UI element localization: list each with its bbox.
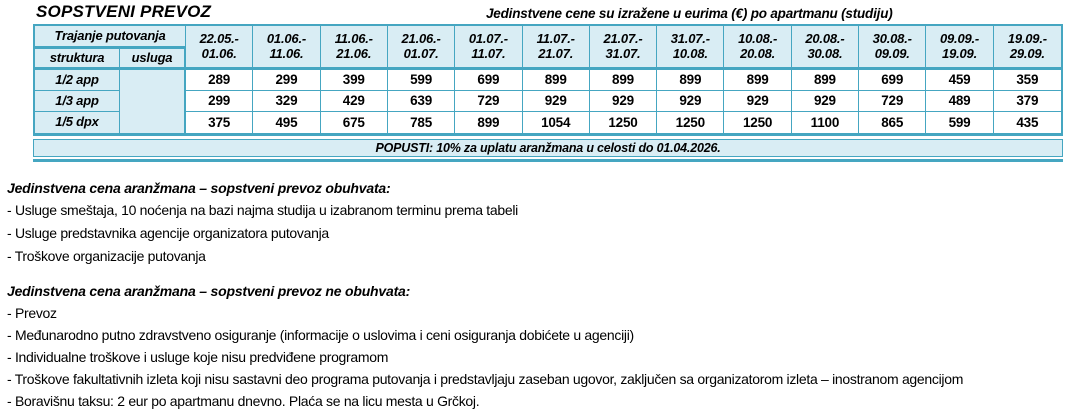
table-bottom-rule	[33, 159, 1063, 162]
price-cell: 495	[253, 112, 320, 133]
price-cell: 865	[859, 112, 926, 133]
period-from: 19.09.-	[1007, 30, 1047, 46]
price-cell: 329	[253, 91, 320, 112]
price-cell: 929	[792, 91, 859, 112]
period-to: 31.07.	[605, 45, 641, 61]
period-from: 31.07.-	[670, 30, 710, 46]
price-cell: 899	[523, 70, 590, 91]
price-cell: 929	[657, 91, 724, 112]
service-empty-cell	[120, 70, 186, 133]
period-to: 21.06.	[336, 45, 372, 61]
row-label-cell: 1/5 dpx	[35, 112, 120, 133]
price-table	[33, 24, 1063, 162]
price-cell: 785	[388, 112, 455, 133]
price-cell: 1250	[657, 112, 724, 133]
price-cell: 399	[321, 70, 388, 91]
price-cell: 899	[590, 70, 657, 91]
price-cell: 599	[926, 112, 993, 133]
period-header-cell	[455, 26, 522, 70]
price-cell: 929	[590, 91, 657, 112]
price-cell: 299	[253, 70, 320, 91]
period-from: 22.05.-	[199, 30, 239, 46]
discount-note: POPUSTI: 10% za uplatu aranžmana u celosti do 01.04.2026.	[375, 141, 721, 155]
price-cell: 675	[321, 112, 388, 133]
note-line: - Međunarodno putno zdravstveno osiguranje (informacije o uslovima i ceni osiguranja dobićete u agenciji)	[7, 327, 634, 343]
period-header-cell	[321, 26, 388, 70]
period-header-cell	[724, 26, 791, 70]
price-cell: 729	[859, 91, 926, 112]
period-header-cell	[590, 26, 657, 70]
price-cell: 899	[657, 70, 724, 91]
row-label-cell: 1/3 app	[35, 91, 120, 112]
excludes-heading: Jedinstvena cena aranžmana – sopstveni prevoz ne obuhvata:	[7, 283, 411, 299]
service-header-cell: usluga	[120, 49, 186, 70]
price-cell: 899	[455, 112, 522, 133]
price-cell: 929	[724, 91, 791, 112]
period-header-cell	[657, 26, 724, 70]
period-from: 01.07.-	[468, 30, 508, 46]
note-line: - Boravišnu taksu: 2 eur po apartmanu dnevno. Plaća se na licu mesta u Grčkoj.	[7, 393, 480, 409]
price-cell: 459	[926, 70, 993, 91]
price-cell: 435	[994, 112, 1061, 133]
period-to: 10.08.	[672, 45, 708, 61]
price-cell: 699	[455, 70, 522, 91]
structure-header-cell: struktura	[35, 49, 120, 70]
period-header-cell	[523, 26, 590, 70]
price-cell: 1250	[590, 112, 657, 133]
period-from: 30.08.-	[872, 30, 912, 46]
price-cell: 899	[792, 70, 859, 91]
price-cell: 489	[926, 91, 993, 112]
price-cell: 729	[455, 91, 522, 112]
period-header-cell	[792, 26, 859, 70]
price-cell: 375	[186, 112, 253, 133]
period-to: 29.09.	[1009, 45, 1045, 61]
note-line: - Troškove fakultativnih izleta koji nisu sastavni deo programa putovanja i predstavljaju zaseban ugovor, zaključen sa organizatorom izleta – inostranom agencijom	[7, 371, 964, 387]
duration-header-cell: Trajanje putovanja	[35, 26, 186, 49]
period-header-cell	[926, 26, 993, 70]
price-cell: 1250	[724, 112, 791, 133]
page-title: SOPSTVENI PREVOZ	[36, 2, 212, 21]
period-to: 30.08.	[807, 45, 843, 61]
note-line: - Individualne troškove i usluge koje nisu predviđene programom	[7, 349, 389, 365]
price-cell: 1100	[792, 112, 859, 133]
period-to: 11.07.	[471, 45, 506, 61]
price-cell: 639	[388, 91, 455, 112]
period-from: 09.09.-	[939, 30, 980, 46]
period-header-cell	[186, 26, 253, 70]
period-header-cell	[994, 26, 1061, 70]
excludes-section	[7, 280, 1077, 409]
period-to: 09.09.	[874, 45, 910, 61]
includes-section	[7, 177, 1077, 268]
price-cell: 359	[994, 70, 1061, 91]
period-from: 21.06.-	[401, 30, 441, 46]
period-to: 20.08.	[740, 45, 776, 61]
note-line: - Usluge smeštaja, 10 noćenja na bazi najma studija u izabranom terminu prema tabeli	[7, 202, 518, 218]
price-cell: 929	[523, 91, 590, 112]
period-to: 01.06.	[201, 45, 237, 61]
period-to: 21.07.	[538, 45, 574, 61]
note-line: - Usluge predstavnika agencije organizatora putovanja	[7, 225, 329, 241]
discount-bar	[33, 139, 1063, 157]
includes-list	[7, 199, 1077, 268]
row-label-cell: 1/2 app	[35, 70, 120, 91]
period-from: 11.06.-	[334, 30, 373, 46]
price-cell: 1054	[523, 112, 590, 133]
includes-heading: Jedinstvena cena aranžmana – sopstveni prevoz obuhvata:	[7, 180, 391, 196]
price-cell: 429	[321, 91, 388, 112]
period-header-cell	[253, 26, 320, 70]
period-from: 11.07.-	[536, 30, 575, 46]
period-header-cell	[859, 26, 926, 70]
price-cell: 899	[724, 70, 791, 91]
period-from: 10.08.-	[738, 30, 778, 46]
period-from: 21.07.-	[603, 30, 643, 46]
period-from: 01.06.-	[266, 30, 306, 46]
price-table-grid	[33, 24, 1063, 136]
price-unit-note: Jedinstvene cene su izražene u eurima (€) po apartmanu (studiju)	[486, 6, 893, 21]
price-cell: 299	[186, 91, 253, 112]
price-cell: 599	[388, 70, 455, 91]
note-line: - Prevoz	[7, 305, 57, 321]
price-cell: 699	[859, 70, 926, 91]
period-to: 11.06.	[269, 45, 304, 61]
excludes-list	[7, 302, 1077, 409]
note-line: - Troškove organizacije putovanja	[7, 248, 206, 264]
period-header-cell	[388, 26, 455, 70]
price-cell: 289	[186, 70, 253, 91]
period-from: 20.08.-	[805, 30, 845, 46]
period-to: 01.07.	[403, 45, 439, 61]
period-to: 19.09.	[942, 45, 977, 61]
price-cell: 379	[994, 91, 1061, 112]
